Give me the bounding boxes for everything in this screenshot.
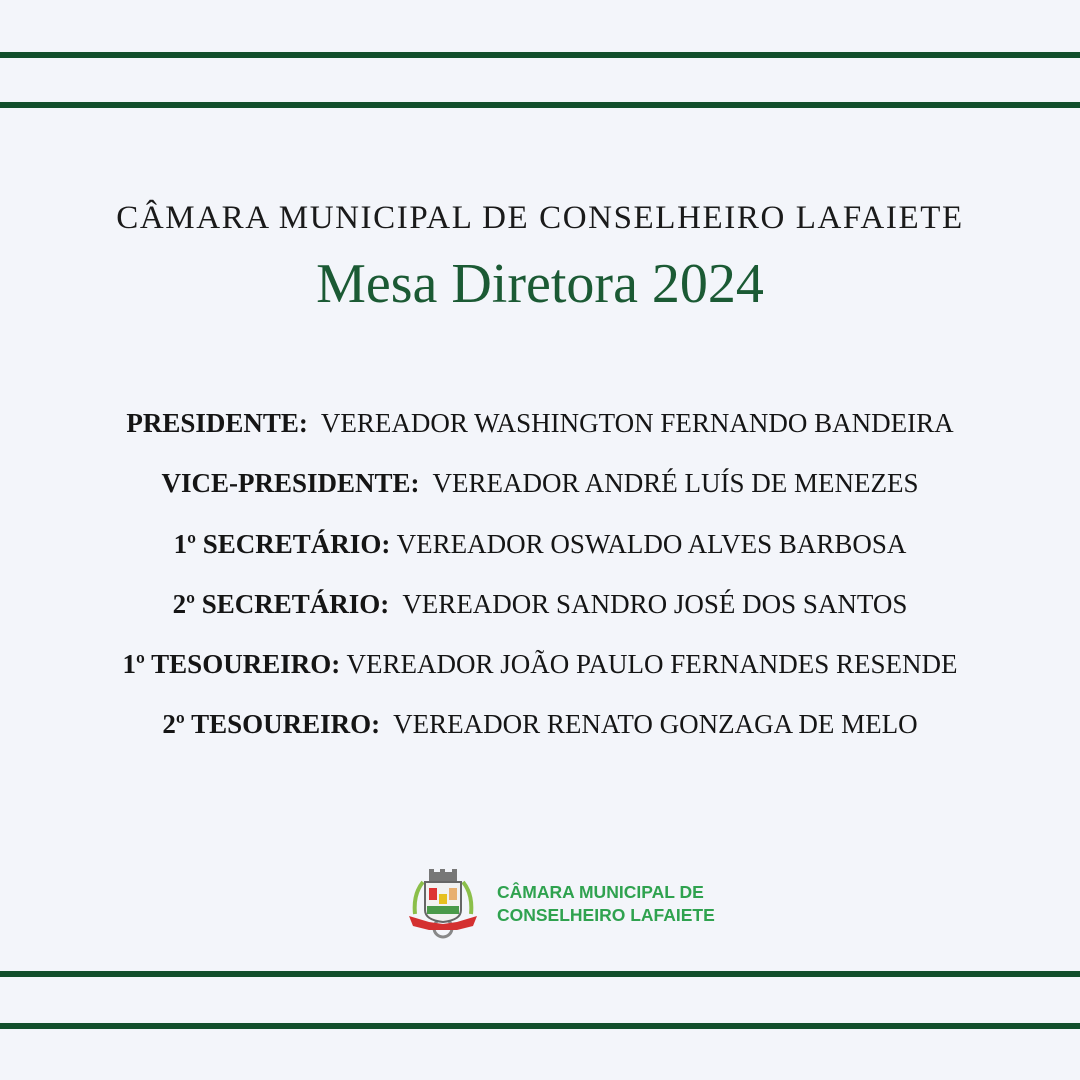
- member-role: 1º TESOUREIRO:: [122, 649, 341, 679]
- member-role: 1º SECRETÁRIO:: [173, 529, 391, 559]
- top-rule-1: [0, 52, 1080, 58]
- member-name: VEREADOR RENATO GONZAGA DE MELO: [393, 709, 918, 739]
- member-row: [0, 707, 1080, 741]
- logo-line-1: CÂMARA MUNICIPAL DE: [497, 882, 704, 902]
- member-role: 2º TESOUREIRO:: [162, 709, 381, 739]
- member-name: VEREADOR SANDRO JOSÉ DOS SANTOS: [402, 589, 908, 619]
- member-name: VEREADOR ANDRÉ LUÍS DE MENEZES: [432, 468, 919, 498]
- coat-of-arms-icon: [405, 866, 481, 942]
- member-name: VEREADOR WASHINGTON FERNANDO BANDEIRA: [320, 408, 954, 438]
- bottom-rule-2: [0, 1023, 1080, 1029]
- member-row: [0, 466, 1080, 500]
- member-row: [0, 527, 1080, 561]
- member-name: VEREADOR OSWALDO ALVES BARBOSA: [396, 529, 907, 559]
- member-role: VICE-PRESIDENTE:: [161, 468, 420, 498]
- member-role: PRESIDENTE:: [126, 408, 308, 438]
- footer-logo: [405, 866, 715, 942]
- top-rule-2: [0, 102, 1080, 108]
- bottom-rule-1: [0, 971, 1080, 977]
- member-role: 2º SECRETÁRIO:: [172, 589, 390, 619]
- member-row: [0, 647, 1080, 681]
- member-row: [0, 587, 1080, 621]
- logo-line-2: CONSELHEIRO LAFAIETE: [497, 905, 715, 925]
- page-title: Mesa Diretora 2024: [316, 253, 764, 315]
- organization-name: CÂMARA MUNICIPAL DE CONSELHEIRO LAFAIETE: [116, 200, 964, 236]
- member-name: VEREADOR JOÃO PAULO FERNANDES RESENDE: [346, 649, 958, 679]
- member-row: [0, 406, 1080, 440]
